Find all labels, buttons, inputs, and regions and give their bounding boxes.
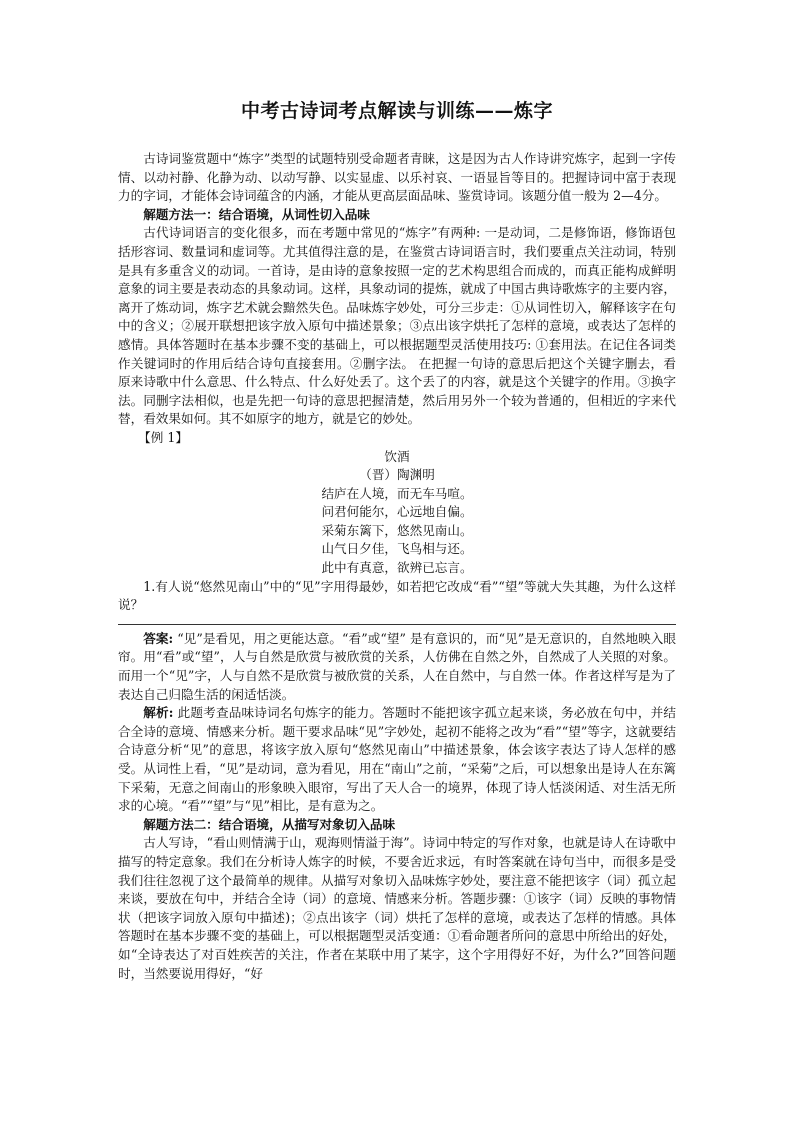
answer-paragraph: [118, 630, 676, 704]
method2-paragraph: 古人写诗，“看山则情满于山，观海则情溢于海”。诗词中特定的写作对象，也就是诗人在诗歌中描写的特定意象。我们在分析诗人炼字的时候，不要舍近求远，有时答案就在诗句当中，而很多是受我们往往忽视了这个最简单的规律。从描写对象切入品味炼字妙处，要注意不能把该字（词）孤立起来谈，要放在句中，并结合全诗（词）的意境、情感来分析。答题步骤：①该字（词）反映的事物情状（把该字词放入原句中描述)；②点出该字（词）烘托了怎样的意境，或表达了怎样的情感。具体答题时在基本步骤不变的基础上，可以根据题型灵活变通：①看命题者所问的意思中所给出的好处，如“全诗表达了对百姓疾苦的关注，作者在某联中用了某字，这个字用得好不好，为什么?”回答问题时，当然要说用得好，“好: [118, 835, 676, 981]
poem-line: 问君何能尔，心远地自偏。: [321, 504, 473, 520]
poem-title: 饮酒: [384, 448, 410, 464]
poem-author: （晋）陶渊明: [359, 467, 435, 483]
example1-label: 【例 1】: [138, 429, 188, 445]
question-1: 1.有人说“悠然见南山”中的“见”字用得最妙，如若把它改成“看”“望”等就大失其趣，为什么这样说？: [118, 578, 676, 613]
analysis-label: 解析:: [143, 705, 174, 721]
method2-heading: 解题方法二：结合语境，从描写对象切入品味: [143, 816, 396, 832]
document-body: [118, 150, 676, 983]
poem-line: 山气日夕佳，飞鸟相与还。: [321, 541, 473, 557]
poem-line: 结庐在人境，而无车马喧。: [321, 485, 473, 501]
answer-text: “见”是看见，用之更能达意。“看”或“望” 是有意识的，而“见”是无意识的，自然地映入眼帘。用“看”或“望”，人与自然是欣赏与被欣赏的关系，人仿佛在自然之外，自然成了人关照的对象。而用一个“见”字，人与自然不是欣赏与被欣赏的关系，人在自然中，与自然一体。作者这样写是为了表达自己归隐生活的闲适恬淡。: [118, 630, 677, 702]
page-title: 中考古诗词考点解读与训练——炼字: [240, 100, 553, 122]
poem-line: 采菊东篱下，悠然见南山。: [321, 522, 473, 538]
method1-heading: 解题方法一：结合语境，从词性切入品味: [143, 206, 370, 222]
answer-label: 答案:: [143, 630, 174, 646]
analysis-paragraph: [118, 704, 676, 816]
answer-divider: [118, 624, 676, 625]
poem-line: 此中有真意，欲辨已忘言。: [321, 560, 473, 576]
analysis-text: 此题考查品味诗词名句炼字的能力。答题时不能把该字孤立起来谈，务必放在句中，并结合全诗的意境、情感来分析。题干要求品味“见”字妙处，起初不能将之改为“看”“望”等字，这就要结合诗意分析“见”的意思，将该字放入原句“悠然见南山”中描述景象，体会该字表达了诗人怎样的感受。从词性上看，“见”是动词，意为看见，用在“南山”之前，“采菊”之后，可以想象出是诗人在东篱下采菊，无意之间南山的形象映入眼帘，写出了天人合一的境界，体现了诗人恬淡闲适、对生活无所求的心境。“看”“望”与“见”相比，是有意为之。: [118, 705, 676, 814]
method1-paragraph: 古代诗词语言的变化很多，而在考题中常见的“炼字”有两种: 一是动词，二是修饰语，修饰语包括形容词、数量词和虚词等。尤其值得注意的是，在鉴赏古诗词语言时，我们要重点关注动词，特别是具有多重含义的动词。一首诗，是由诗的意象按照一定的艺术构思组合而成的，而真正能构成鲜明意象的词主要是表动态的具象动词。这样，具象动词的提炼，就成了中国古典诗歌炼字的主要内容，离开了炼动词，炼字艺术就会黯然失色。品味炼字妙处，可分三步走：①从词性切入，解释该字在句中的含义；②展开联想把该字放入原句中描述景象；③点出该字烘托了怎样的意境，或表达了怎样的感情。具体答题时在基本步骤不变的基础上，可以根据题型灵活使用技巧: ①套用法。在记住各词类作关键词时的作用后结合诗句直接套用。②删字法。 在把握一句诗的意思后把这个关键字删去，看原来诗歌中什么意思、什么特点、什么好处丢了。这个丢了的内容，就是这个关键字的作用。③换字法。同删字法相似，也是先把一句诗的意思把握清楚，然后用另外一个较为普通的，但相近的字来代替，看效果如何。其不如原字的地方，就是它的妙处。: [118, 225, 676, 427]
intro-paragraph: 古诗词鉴赏题中“炼字”类型的试题特别受命题者青睐，这是因为古人作诗讲究炼字，起到一字传情、以动衬静、化静为动、以动写静、以实显虚、以乐衬哀、一语显旨等目的。把握诗词中富于表现力的字词，才能体会诗词蕴含的内涵，才能从更高层面品味、鉴赏诗词。该题分值一般为 2—4分。: [118, 151, 676, 204]
poem-block: [118, 448, 676, 578]
